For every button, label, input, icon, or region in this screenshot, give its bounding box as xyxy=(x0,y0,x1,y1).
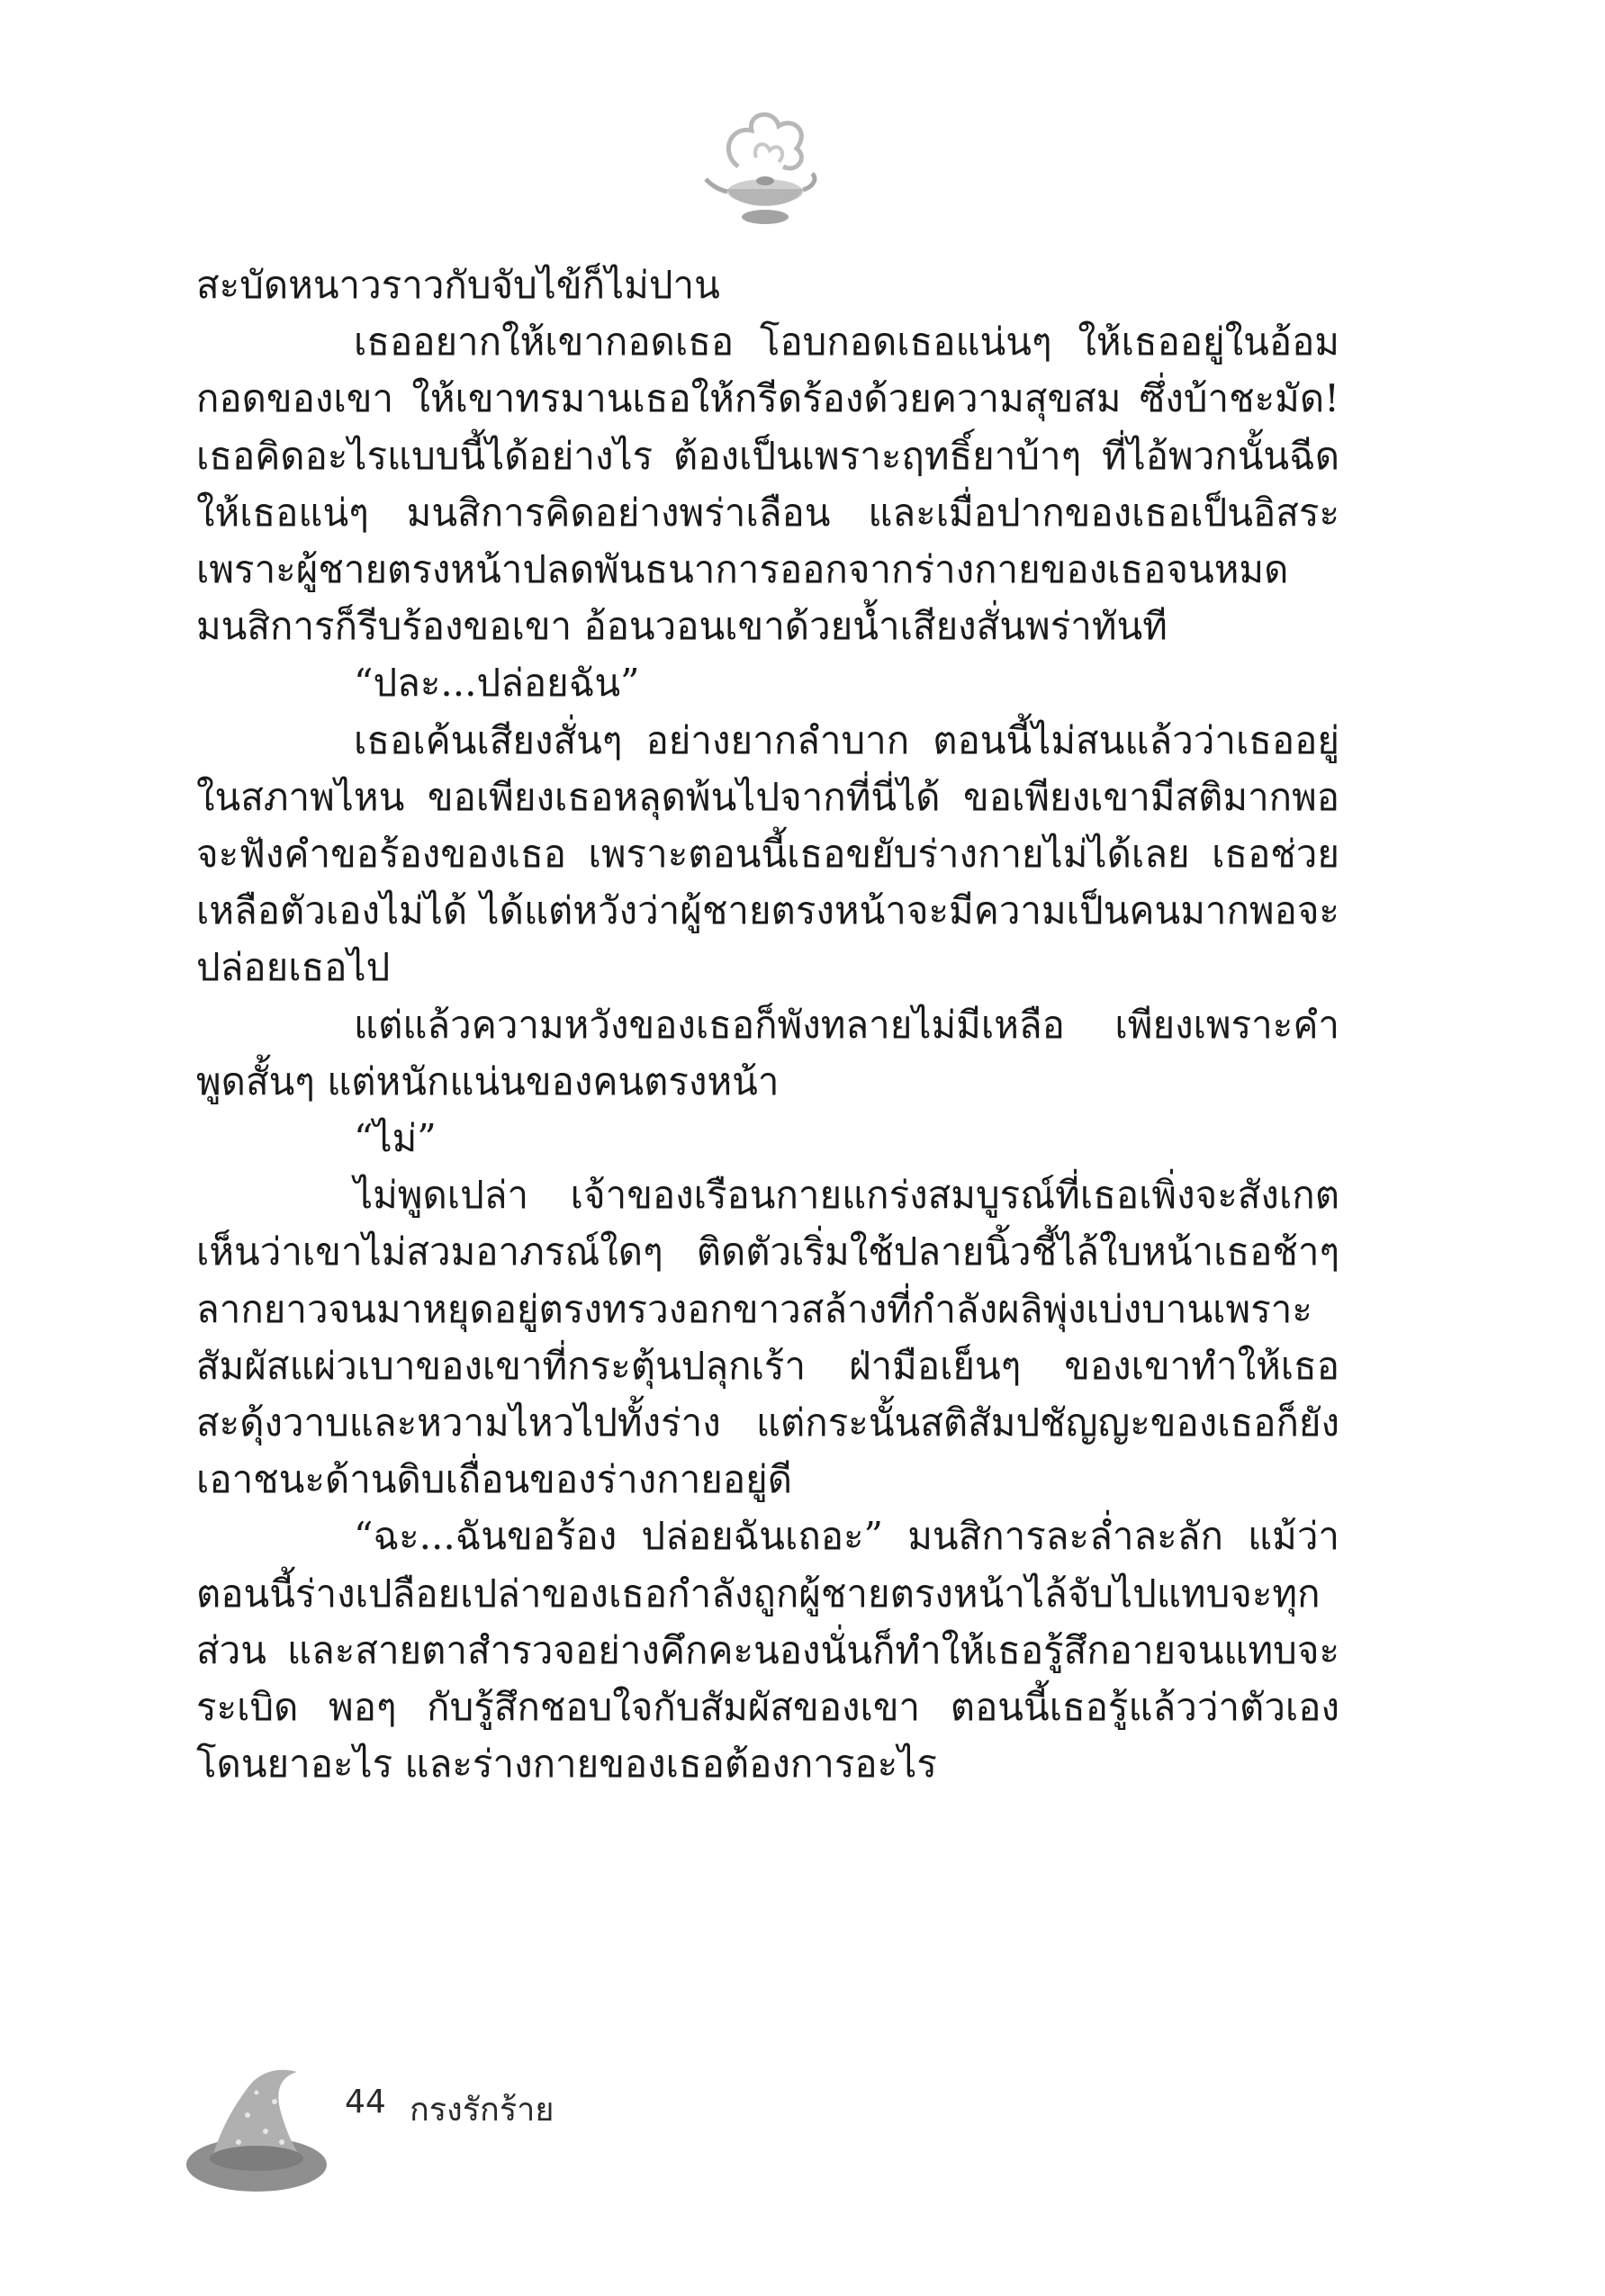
page-number: 44 xyxy=(345,2084,386,2120)
paragraph: “ฉะ...ฉันขอร้อง ปล่อยฉันเถอะ” มนสิการละล่ำละลัก แม้ว่าตอนนี้ร่างเปลือยเปล่าของเธอกำลังถูกผู้ชายตรงหน้าไล้จับไปแทบจะทุกส่วน และสายตาสำรวจอย่างคึกคะนองนั่นก็ทำให้เธอรู้สึกอายจนแทบจะระเบิด พอๆ กับรู้สึกชอบใจกับสัมผัสของเขา ตอนนี้เธอรู้แล้วว่าตัวเองโดนยาอะไร และร่างกายของเธอต้องการอะไร xyxy=(196,1514,1339,1787)
page-footer xyxy=(185,2052,725,2196)
wizard-hat-icon xyxy=(185,2052,338,2196)
paragraph: เธออยากให้เขากอดเธอ โอบกอดเธอแน่นๆ ให้เธออยู่ในอ้อมกอดของเขา ให้เขาทรมานเธอให้กรีดร้องด้วยความสุขสม ซึ่งบ้าชะมัด! เธอคิดอะไรแบบนี้ได้อย่างไร ต้องเป็นเพราะฤทธิ์ยาบ้าๆ ที่ไอ้พวกนั้นฉีดให้เธอแน่ๆ มนสิการคิดอย่างพร่าเลือน และเมื่อปากของเธอเป็นอิสระเพราะผู้ชายตรงหน้าปลดพันธนาการออกจากร่างกายของเธอจนหมด มนสิการก็รีบร้องขอเขา อ้อนวอนเขาด้วยน้ำเสียงสั่นพร่าทันที xyxy=(196,320,1339,649)
paragraph: “ไม่” xyxy=(354,1116,437,1161)
body-text xyxy=(196,257,1339,1792)
book-title: กรงรักร้าย xyxy=(410,2092,555,2129)
paragraph: แต่แล้วความหวังของเธอก็พังทลายไม่มีเหลือ เพียงเพราะคำพูดสั้นๆ แต่หนักแน่นของคนตรงหน้า xyxy=(196,1002,1339,1103)
paragraph: “ปละ...ปล่อยฉัน” xyxy=(354,661,640,706)
genie-lamp-icon xyxy=(702,104,819,234)
paragraph: เธอเค้นเสียงสั่นๆ อย่างยากลำบาก ตอนนี้ไม่สนแล้วว่าเธออยู่ในสภาพไหน ขอเพียงเธอหลุดพ้นไปจากที่นี่ได้ ขอเพียงเขามีสติมากพอจะฟังคำขอร้องของเธอ เพราะตอนนี้เธอขยับร่างกายไม่ได้เลย เธอช่วยเหลือตัวเองไม่ได้ ได้แต่หวังว่าผู้ชายตรงหน้าจะมีความเป็นคนมากพอจะปล่อยเธอไป xyxy=(196,717,1339,990)
paragraph: ไม่พูดเปล่า เจ้าของเรือนกายแกร่งสมบูรณ์ที่เธอเพิ่งจะสังเกตเห็นว่าเขาไม่สวมอาภรณ์ใดๆ ติดตัวเริ่มใช้ปลายนิ้วชี้ไล้ใบหน้าเธอช้าๆ ลากยาวจนมาหยุดอยู่ตรงทรวงอกขาวสล้างที่กำลังผลิพุ่งเบ่งบานเพราะสัมผัสแผ่วเบาของเขาที่กระตุ้นปลุกเร้า ฝ่ามือเย็นๆ ของเขาทำให้เธอสะดุ้งวาบและหวามไหวไปทั้งร่าง แต่กระนั้นสติสัมปชัญญะของเธอก็ยังเอาชนะด้านดิบเถื่อนของร่างกายอยู่ดี xyxy=(196,1173,1339,1502)
paragraph: สะบัดหนาวราวกับจับไข้ก็ไม่ปาน xyxy=(196,263,720,307)
